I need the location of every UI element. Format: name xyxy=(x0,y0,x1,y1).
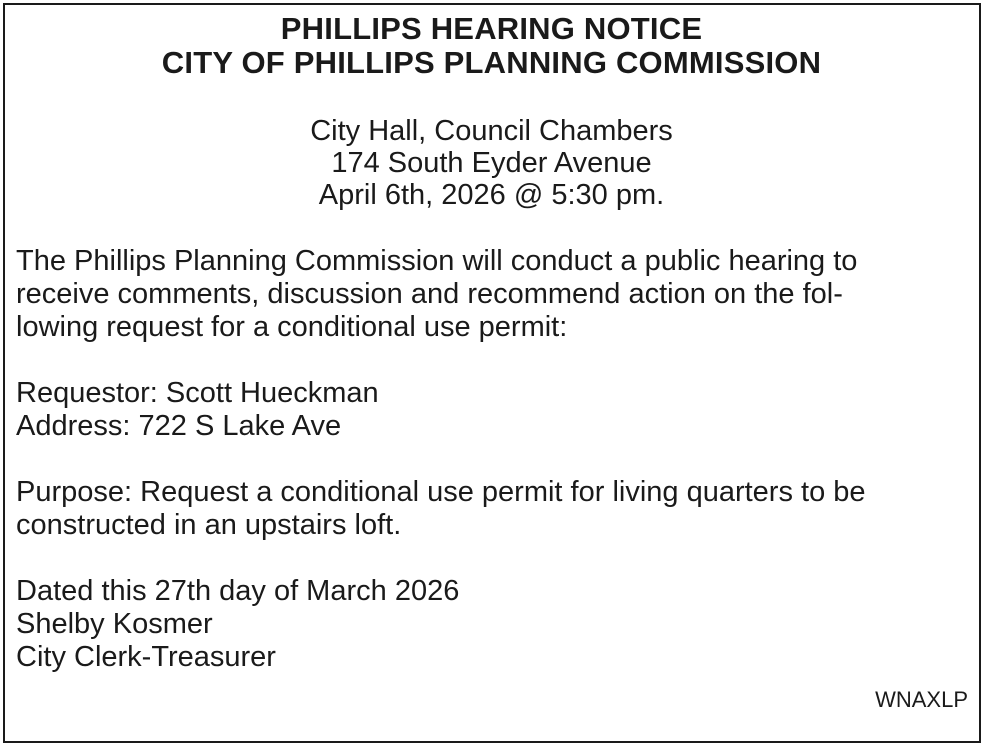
location-venue: City Hall, Council Chambers xyxy=(310,115,673,147)
clerk-title: City Clerk-Treasurer xyxy=(16,641,276,673)
request-details xyxy=(16,377,967,443)
request-address: Address: 722 S Lake Ave xyxy=(16,410,342,442)
requestor: Requestor: Scott Hueckman xyxy=(16,377,379,409)
notice-title xyxy=(16,12,967,80)
hearing-datetime: April 6th, 2026 @ 5:30 pm. xyxy=(318,179,665,211)
location-address: 174 South Eyder Avenue xyxy=(331,147,652,179)
title-line-2: CITY OF PHILLIPS PLANNING COMMISSION xyxy=(161,45,822,80)
clerk-name: Shelby Kosmer xyxy=(16,608,213,640)
signature-block xyxy=(16,575,967,674)
hearing-description xyxy=(16,245,967,344)
publication-code: WNAXLP xyxy=(875,687,968,712)
request-purpose xyxy=(16,476,967,542)
dated-line: Dated this 27th day of March 2026 xyxy=(16,575,460,607)
hearing-location xyxy=(16,115,967,211)
description-line-2: receive comments, discussion and recommend action on the fol- xyxy=(16,278,843,310)
public-notice xyxy=(3,3,981,743)
purpose-line-2: constructed in an upstairs loft. xyxy=(16,509,402,541)
purpose-line-1: Purpose: Request a conditional use permit for living quarters to be xyxy=(16,476,866,508)
title-line-1: PHILLIPS HEARING NOTICE xyxy=(280,11,703,46)
description-line-1: The Phillips Planning Commission will conduct a public hearing to xyxy=(16,245,858,277)
description-line-3: lowing request for a conditional use permit: xyxy=(16,311,568,343)
